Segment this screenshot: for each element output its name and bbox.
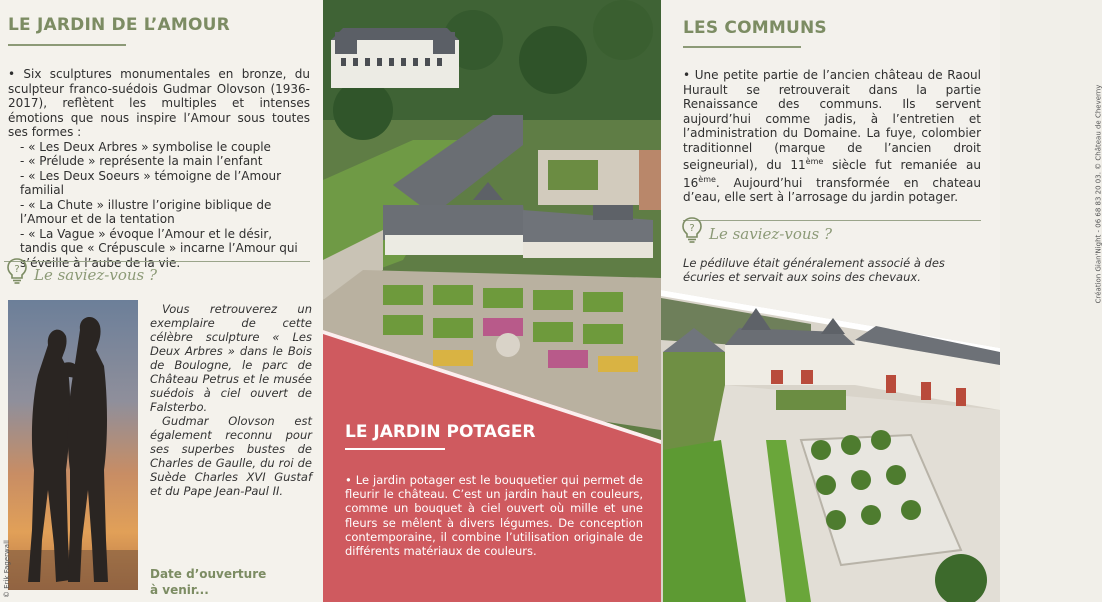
communs-text-part3: . Aujourd’hui transformée en chateau d’eau, elle sert à l’arrosage du jardin potager. — [683, 175, 981, 204]
amour-intro: • Six sculptures monumentales en bronze, du sculpteur franco-suédois Gudmar Olovson (1936-2017), reflètent les multiples et intenses émotions que nous inspire l’Amour sous toutes ses formes : — [8, 67, 310, 139]
saviez-heading-left — [6, 257, 157, 285]
saviez-text-left — [150, 302, 312, 498]
saviez-paragraph-1: Vous retrouverez un exemplaire de cette célèbre sculpture « Les Deux Arbres » dans le Bois de Boulogne, le parc de Château Petrus et le musée suédois à ciel ouvert de Falsterbo. — [150, 302, 312, 414]
svg-text:?: ? — [14, 264, 20, 275]
svg-text:?: ? — [689, 223, 695, 234]
sculpture-item: - « La Vague » évoque l’Amour et le désir, tandis que « Crépuscule » incarne l’Amour qui s’éveille à l’aube de la vie. — [20, 226, 298, 270]
photo-credit: © Erik Fagerwall — [3, 540, 11, 598]
potager-title-rule — [345, 448, 445, 450]
superscript: ème — [805, 157, 824, 166]
sculpture-item: - « Les Deux Soeurs » témoigne de l’Amour familial — [20, 168, 282, 197]
sculpture-list — [8, 140, 310, 271]
sculpture-item: - « La Chute » illustre l’origine biblique de l’Amour et de la tentation — [20, 197, 272, 226]
right-panel — [661, 0, 1102, 602]
amour-title-rule — [8, 44, 126, 46]
lightbulb-icon — [681, 216, 703, 244]
saviez-heading-right — [681, 216, 832, 244]
saviez-paragraph-2: Gudmar Olovson est également reconnu pour ses superbes bustes de Charles de Gaulle, du roi de Suède Charles XVI Gustaf et du Pape Jean-Paul II. — [150, 414, 312, 498]
communs-text — [683, 68, 981, 205]
saviez-label: Le saviez-vous ? — [709, 225, 833, 243]
lightbulb-icon — [6, 257, 28, 285]
amour-title: LE JARDIN DE L’AMOUR — [8, 15, 230, 35]
creation-credit: Création Gian'Night - 06 68 83 20 03. © Château de Cheverny — [1094, 84, 1102, 304]
left-panel — [0, 0, 323, 602]
communs-title: LES COMMUNS — [683, 18, 827, 38]
saviez-label: Le saviez-vous ? — [34, 266, 158, 284]
saviez-text-right: Le pédiluve était généralement associé à des écuries et servait aux soins des chevaux. — [683, 256, 945, 284]
communs-text-part2: siècle fut remaniée au 16 — [683, 158, 981, 190]
opening-date-label: Date d’ouverture — [150, 567, 267, 581]
amour-body — [8, 67, 310, 270]
potager-text: • Le jardin potager est le bouquetier qui permet de fleurir le château. C’est un jardin haut en couleurs, comme un bouquet à ciel ouvert où mille et une fleurs se mêlent à divers légumes. De conception contemporaine, il combine l’utilisation originale de différents matériaux de couleurs. — [345, 473, 643, 559]
sculpture-item: - « Prélude » représente la main l’enfant — [20, 154, 263, 168]
potager-title: LE JARDIN POTAGER — [345, 422, 536, 442]
communs-photo — [661, 290, 1000, 602]
sculpture-photo — [8, 300, 138, 590]
communs-text-part1: • Une petite partie de l’ancien château de Raoul Hurault se retrouverait dans la partie Renaissance des communs. Ils servent aujourd’hui comme jadis, à l’entretien et l’administration du Domaine. La fuye, colombier traditionnel (marque de l’ancien droit seigneurial), du 11 — [683, 68, 981, 172]
communs-title-rule — [683, 46, 801, 48]
opening-date — [150, 566, 266, 598]
middle-panel — [323, 0, 661, 602]
opening-date-value: à venir... — [150, 583, 209, 597]
superscript: ème — [698, 174, 716, 184]
sculpture-item: - « Les Deux Arbres » symbolise le couple — [20, 139, 271, 154]
